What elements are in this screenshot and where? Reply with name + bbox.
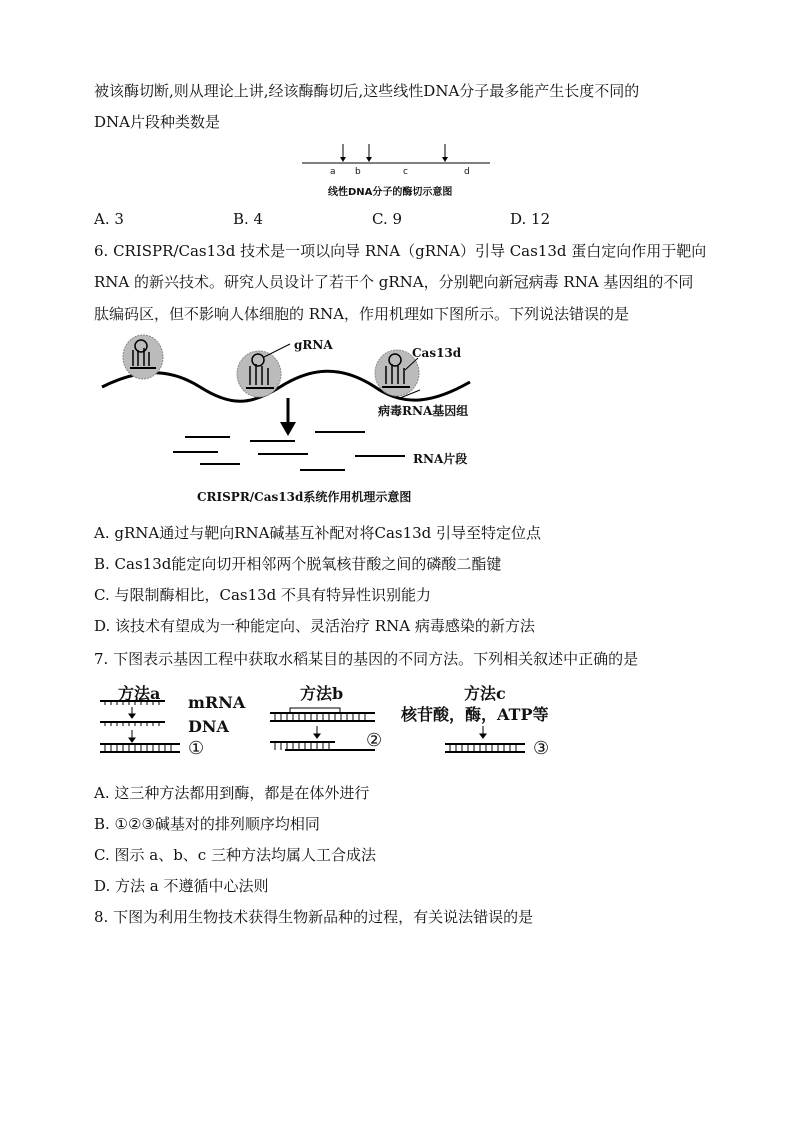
label-num-1: ①: [188, 738, 205, 759]
label-num-2: ②: [366, 730, 383, 751]
rna-fragments: [173, 432, 405, 470]
label-cas13d: Cas13d: [412, 346, 462, 360]
label-reagents: 核苷酸，酶，ATP等: [401, 705, 549, 724]
label-c: c: [403, 167, 408, 177]
label-num-3: ③: [533, 738, 550, 759]
q7-stem: 7. 下图表示基因工程中获取水稻某目的基因的不同方法。下列相关叙述中正确的是: [94, 650, 639, 668]
q6-option-b: B. Cas13d能定向切开相邻两个脱氧核苷酸之间的磷酸二酯键: [94, 555, 502, 573]
q5-option-c: C. 9: [372, 210, 403, 228]
q5-option-a: A. 3: [94, 210, 124, 228]
label-d: d: [464, 167, 470, 177]
q6-option-a: A. gRNA通过与靶向RNA碱基互补配对将Cas13d 引导至特定位点: [94, 524, 542, 542]
label-grna: gRNA: [294, 338, 333, 352]
cut-arrow-b: [366, 144, 372, 162]
q6-option-d: D. 该技术有望成为一种能定向、灵活治疗 RNA 病毒感染的新方法: [94, 617, 535, 635]
q6-stem-line2: RNA 的新兴技术。研究人员设计了若干个 gRNA，分别靶向新冠病毒 RNA 基因组的不同: [94, 273, 694, 291]
q5-option-d: D. 12: [510, 210, 551, 228]
cas13d-complex-1: [123, 335, 163, 379]
q5-figure-caption: 线性DNA分子的酶切示意图: [328, 187, 453, 198]
q6-figure-caption: CRISPR/Cas13d系统作用机理示意图: [197, 490, 412, 504]
q6-stem-line3: 肽编码区，但不影响人体细胞的 RNA，作用机理如下图所示。下列说法错误的是: [94, 305, 630, 323]
label-a: a: [330, 167, 336, 177]
q6-option-c: C. 与限制酶相比，Cas13d 不具有特异性识别能力: [94, 586, 432, 604]
label-method-a: 方法a: [118, 684, 161, 703]
q8-stem: 8. 下图为利用生物技术获得生物新品种的过程，有关说法错误的是: [94, 908, 534, 926]
label-dna: DNA: [188, 717, 229, 736]
q7-option-a: A. 这三种方法都用到酶，都是在体外进行: [94, 784, 370, 802]
label-viral-genome: 病毒RNA基因组: [378, 404, 469, 418]
down-arrow-icon: [280, 398, 296, 436]
label-mrna: mRNA: [188, 693, 246, 712]
label-b: b: [355, 167, 361, 177]
q7-option-d: D. 方法 a 不遵循中心法则: [94, 877, 269, 895]
cas13d-complex-2: [237, 344, 290, 397]
label-method-c: 方法c: [464, 684, 506, 703]
method-a-diagram: [100, 701, 180, 752]
q5-stem-line2: DNA片段种类数是: [94, 113, 220, 131]
cut-arrow-c: [442, 144, 448, 162]
label-method-b: 方法b: [300, 684, 344, 703]
label-rna-fragment: RNA片段: [413, 452, 468, 466]
q5-option-b: B. 4: [233, 210, 264, 228]
q7-option-b: B. ①②③碱基对的排列顺序均相同: [94, 815, 320, 833]
method-c-diagram: [445, 726, 525, 752]
cut-arrow-a: [340, 144, 346, 162]
method-b-diagram: [270, 708, 375, 750]
q5-stem-line1: 被该酶切断,则从理论上讲,经该酶酶切后,这些线性DNA分子最多能产生长度不同的: [94, 82, 640, 100]
q6-stem-line1: 6. CRISPR/Cas13d 技术是一项以向导 RNA（gRNA）引导 Cas13d 蛋白定向作用于靶向: [94, 242, 707, 260]
q7-option-c: C. 图示 a、b、c 三种方法均属人工合成法: [94, 846, 376, 864]
